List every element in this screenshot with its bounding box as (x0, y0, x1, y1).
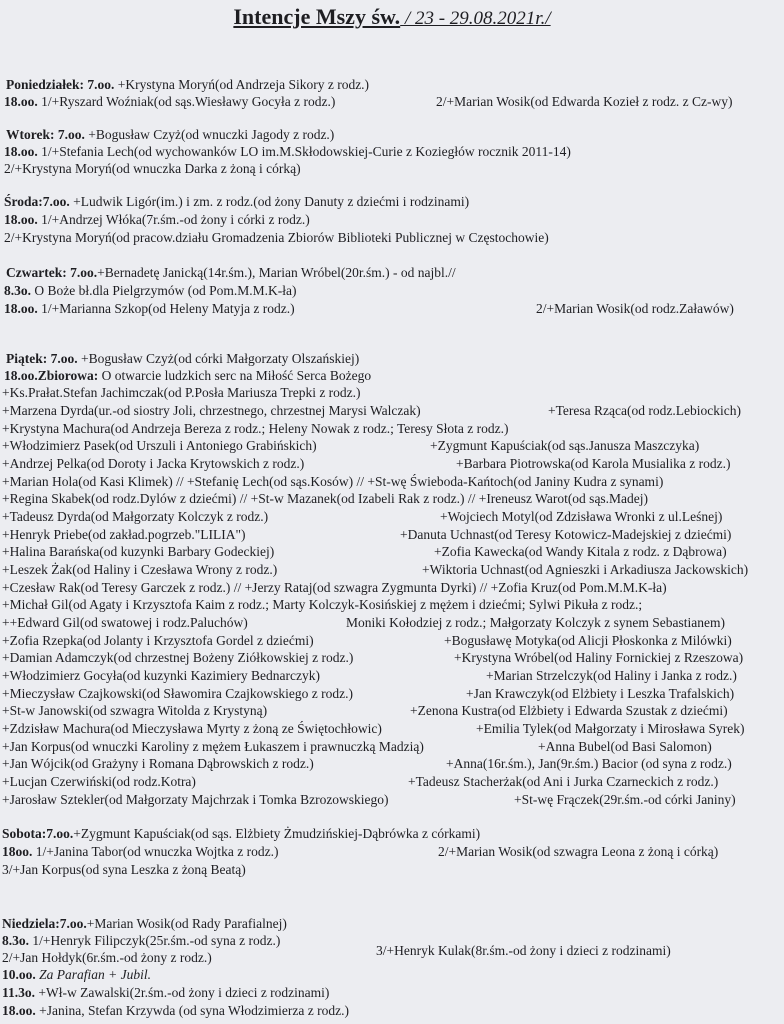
friday-intention-left: +Zdzisław Machura(od Mieczysława Myrty z żoną ze Świętochłowic) (2, 721, 382, 736)
monday-time: 18.oo. (4, 94, 38, 109)
friday-intention: O otwarcie ludzkich serc na Miłość Serca Bożego (98, 368, 372, 383)
sunday-intention: +Marian Wosik(od Rady Parafialnej) (86, 916, 287, 931)
friday-intention-right: +Anna(16r.śm.), Jan(9r.śm.) Bacior (od syna z rodz.) (446, 756, 732, 771)
friday-intention: +Bogusław Czyż(od córki Małgorzaty Olszańskiej) (77, 351, 360, 366)
friday-intention-right: +Tadeusz Stacherżak(od Ani i Jurka Czarneckich z rodz.) (408, 774, 719, 789)
friday-intention-left: +Lucjan Czerwiński(od rodz.Kotra) (2, 774, 196, 789)
friday-heading: Piątek: 7.oo. (6, 351, 78, 366)
friday-intention-left: +Krystyna Machura(od Andrzeja Bereza z rodz.; Heleny Nowak z rodz.; Teresy Słota z rodz.) (2, 421, 509, 436)
friday-intention-right: +Danuta Uchnast(od Teresy Kotowicz-Madejskiej z dziećmi) (400, 527, 732, 542)
friday-intention-left: +Michał Gil(od Agaty i Krzysztofa Kaim z rodz.; Marty Kolczyk-Kosińskiej z mężem i dziećmi; Sylwi Pikuła z rodz.; (2, 597, 643, 612)
friday-intention-left: +Mieczysław Czajkowski(od Sławomira Czajkowskiego z rodz.) (2, 686, 354, 701)
tuesday-intention: +Bogusław Czyż(od wnuczki Jagody z rodz.) (84, 127, 335, 142)
friday-intention-left: +Damian Adamczyk(od chrzestnej Bożeny Ziółkowskiej z rodz.) (2, 650, 354, 665)
sunday-intention: 1/+Henryk Filipczyk(25r.śm.-od syna z rodz.) (29, 933, 281, 948)
wednesday-line-3: 2/+Krystyna Moryń(od pracow.działu Gromadzenia Zbiorów Biblioteki Publicznej w Częstochowie) (4, 230, 549, 245)
saturday-time: 18oo. (2, 844, 33, 859)
friday-intention-left: +Halina Barańska(od kuzynki Barbary Godeckiej) (2, 544, 275, 559)
friday-intention-right: +Wiktoria Uchnast(od Agnieszki i Arkadiusza Jackowskich) (422, 562, 749, 577)
friday-intention-right: Moniki Kołodziej z rodz.; Małgorzaty Kolczyk z synem Sebastianem) (346, 615, 726, 630)
thursday-intention: +Bernadetę Janicką(14r.śm.), Marian Wróbel(20r.śm.) - od najbl.// (97, 265, 456, 280)
friday-intention-left: +Tadeusz Dyrda(od Małgorzaty Kolczyk z rodz.) (2, 509, 269, 524)
saturday-heading: Sobota:7.oo. (2, 826, 74, 841)
title-main: Intencje Mszy św. (233, 4, 401, 29)
page-title (0, 4, 784, 30)
sunday-line-5 (2, 984, 329, 1001)
friday-intention-right: +Zenona Kustra(od Elżbiety i Edwarda Szustak z dziećmi) (410, 703, 728, 718)
title-dates: / 23 - 29.08.2021r./ (400, 8, 551, 29)
saturday-line-2 (2, 843, 279, 860)
friday-intention-right: +Krystyna Wróbel(od Haliny Fornickiej z Rzeszowa) (454, 650, 744, 665)
sunday-intention: +Janina, Stefan Krzywda (od syna Włodzimierza z rodz.) (35, 1003, 349, 1018)
thursday-line-2 (4, 282, 296, 299)
friday-intention-left: +Ks.Prałat.Stefan Jachimczak(od P.Posła Mariusza Trepki z rodz.) (2, 385, 361, 400)
monday-line-2-right: 2/+Marian Wosik(od Edwarda Kozieł z rodz. z Cz-wy) (436, 94, 733, 109)
thursday-line-3 (4, 300, 295, 317)
friday-intention-left: +Włodzimierz Pasek(od Urszuli i Antoniego Grabińskich) (2, 438, 317, 453)
saturday-line-3: 3/+Jan Korpus(od syna Leszka z żoną Beatą) (2, 862, 246, 877)
tuesday-heading: Wtorek: 7.oo. (6, 127, 85, 142)
friday-intention-right: +Marian Strzelczyk(od Haliny i Janka z rodz.) (486, 668, 737, 683)
friday-intention-right: +St-wę Frączek(29r.śm.-od córki Janiny) (514, 792, 736, 807)
friday-intention-right: +Bogusławę Motyka(od Alicji Płoskonka z Milówki) (444, 633, 732, 648)
sunday-time: 10.oo. (2, 967, 36, 982)
friday-intention-left: +St-w Janowski(od szwagra Witolda z Krystyną) (2, 703, 268, 718)
sunday-line-3-right: 3/+Henryk Kulak(8r.śm.-od żony i dzieci z rodzinami) (376, 943, 671, 958)
friday-intention-left: +Henryk Priebe(od zakład.pogrzeb."LILIA") (2, 527, 246, 542)
friday-intention-left: +Włodzimierz Gocyła(od kuzynki Kazimiery Bednarczyk) (2, 668, 320, 683)
friday-intention-right: +Emilia Tylek(od Małgorzaty i Mirosława Syrek) (476, 721, 745, 736)
wednesday-line-2 (4, 211, 310, 228)
monday-line-2 (4, 93, 335, 110)
friday-intention-right: +Anna Bubel(od Basi Salomon) (538, 739, 712, 754)
wednesday-heading: Środa:7.oo. (4, 194, 70, 209)
friday-intention-left: +Czesław Rak(od Teresy Garczek z rodz.) // +Jerzy Rataj(od szwagra Zygmunta Dyrki) // +Zofia Kruz(od Pom.M.M.K-ła) (2, 580, 667, 595)
friday-intention-left: +Marzena Dyrda(ur.-od siostry Joli, chrzestnego, chrzestnej Marysi Walczak) (2, 403, 421, 418)
tuesday-line-1 (6, 126, 334, 143)
sunday-line-4 (2, 966, 151, 983)
thursday-intention: 1/+Marianna Szkop(od Heleny Matyja z rodz.) (37, 301, 295, 316)
sunday-line-2 (2, 932, 280, 949)
sunday-heading: Niedziela:7.oo. (2, 916, 87, 931)
tuesday-line-3: 2/+Krystyna Moryń(od wnuczka Darka z żoną i córką) (4, 161, 301, 176)
saturday-intention: 1/+Janina Tabor(od wnuczka Wojtka z rodz.) (32, 844, 279, 859)
monday-line-1 (6, 76, 369, 93)
friday-line-2 (4, 367, 371, 384)
friday-intention-right: +Jan Krawczyk(od Elżbiety i Leszka Trafalskich) (466, 686, 735, 701)
sunday-time: 18.oo. (2, 1003, 36, 1018)
sunday-intention: +Wł-w Zawalski(2r.śm.-od żony i dzieci z rodzinami) (35, 985, 330, 1000)
saturday-intention: +Zygmunt Kapuściak(od sąs. Elżbiety Żmudzińskiej-Dąbrówka z córkami) (73, 826, 481, 841)
friday-intention-left: +Andrzej Pelka(od Doroty i Jacka Krytowskich z rodz.) (2, 456, 305, 471)
friday-intention-left: +Jan Wójcik(od Grażyny i Romana Dąbrowskich z rodz.) (2, 756, 314, 771)
monday-intention: +Krystyna Moryń(od Andrzeja Sikory z rodz.) (114, 77, 370, 92)
friday-intention-right: +Wojciech Motyl(od Zdzisława Wronki z ul.Leśnej) (440, 509, 723, 524)
monday-heading: Poniedziałek: 7.oo. (6, 77, 115, 92)
thursday-line-1 (6, 264, 456, 281)
sunday-time: 8.3o. (2, 933, 29, 948)
friday-intention-left: +Regina Skabek(od rodz.Dylów z dziećmi) // +St-w Mazanek(od Izabeli Rak z rodz.) // +Ireneusz Warot(od sąs.Madej) (2, 491, 649, 506)
friday-intention-right: +Barbara Piotrowska(od Karola Musialika z rodz.) (456, 456, 731, 471)
monday-intention: 1/+Ryszard Woźniak(od sąs.Wiesławy Gocyła z rodz.) (37, 94, 336, 109)
wednesday-intention: 1/+Andrzej Włóka(7r.śm.-od żony i córki z rodz.) (37, 212, 310, 227)
friday-intention-left: ++Edward Gil(od swatowej i rodz.Paluchów) (2, 615, 248, 630)
tuesday-intention: 1/+Stefania Lech(od wychowanków LO im.M.Skłodowskiej-Curie z Koziegłów rocznik 2011-14) (37, 144, 571, 159)
saturday-line-2-right: 2/+Marian Wosik(od szwagra Leona z żoną i córką) (438, 844, 719, 859)
thursday-line-3-right: 2/+Marian Wosik(od rodz.Załawów) (536, 301, 734, 316)
sunday-time: 11.3o. (2, 985, 36, 1000)
sunday-line-3: 2/+Jan Hołdyk(6r.śm.-od żony z rodz.) (2, 950, 212, 965)
tuesday-line-2 (4, 143, 571, 160)
friday-intention-left: +Leszek Żak(od Haliny i Czesława Wrony z rodz.) (2, 562, 278, 577)
thursday-heading: Czwartek: 7.oo. (6, 265, 98, 280)
thursday-time: 18.oo. (4, 301, 38, 316)
thursday-intention: O Boże bł.dla Pielgrzymów (od Pom.M.M.K-ła) (31, 283, 297, 298)
friday-intention-right: +Teresa Rząca(od rodz.Lebiockich) (548, 403, 741, 418)
sunday-line-6 (2, 1002, 349, 1019)
friday-intention-right: +Zofia Kawecka(od Wandy Kitala z rodz. z Dąbrowa) (434, 544, 727, 559)
sunday-intention: Za Parafian + Jubil. (35, 967, 151, 982)
friday-intention-left: +Zofia Rzepka(od Jolanty i Krzysztofa Gordel z dziećmi) (2, 633, 314, 648)
friday-time: 18.oo.Zbiorowa: (4, 368, 99, 383)
wednesday-time: 18.oo. (4, 212, 38, 227)
tuesday-time: 18.oo. (4, 144, 38, 159)
sunday-line-1 (2, 915, 287, 932)
friday-intention-left: +Jan Korpus(od wnuczki Karoliny z mężem Łukaszem i prawnuczką Madzią) (2, 739, 424, 754)
friday-line-1 (6, 350, 359, 367)
friday-intention-left: +Marian Hola(od Kasi Klimek) // +Stefanię Lech(od sąs.Kosów) // +St-wę Świeboda-Kańtoch(od Janiny Kudra z synami) (2, 474, 664, 489)
saturday-line-1 (2, 825, 480, 842)
thursday-time: 8.3o. (4, 283, 31, 298)
friday-intention-left: +Jarosław Sztekler(od Małgorzaty Majchrzak i Tomka Bzrozowskiego) (2, 792, 389, 807)
wednesday-intention: +Ludwik Ligór(im.) i zm. z rodz.(od żony Danuty z dziećmi i rodzinami) (69, 194, 470, 209)
wednesday-line-1 (4, 193, 469, 210)
friday-intention-right: +Zygmunt Kapuściak(od sąs.Janusza Maszczyka) (430, 438, 700, 453)
